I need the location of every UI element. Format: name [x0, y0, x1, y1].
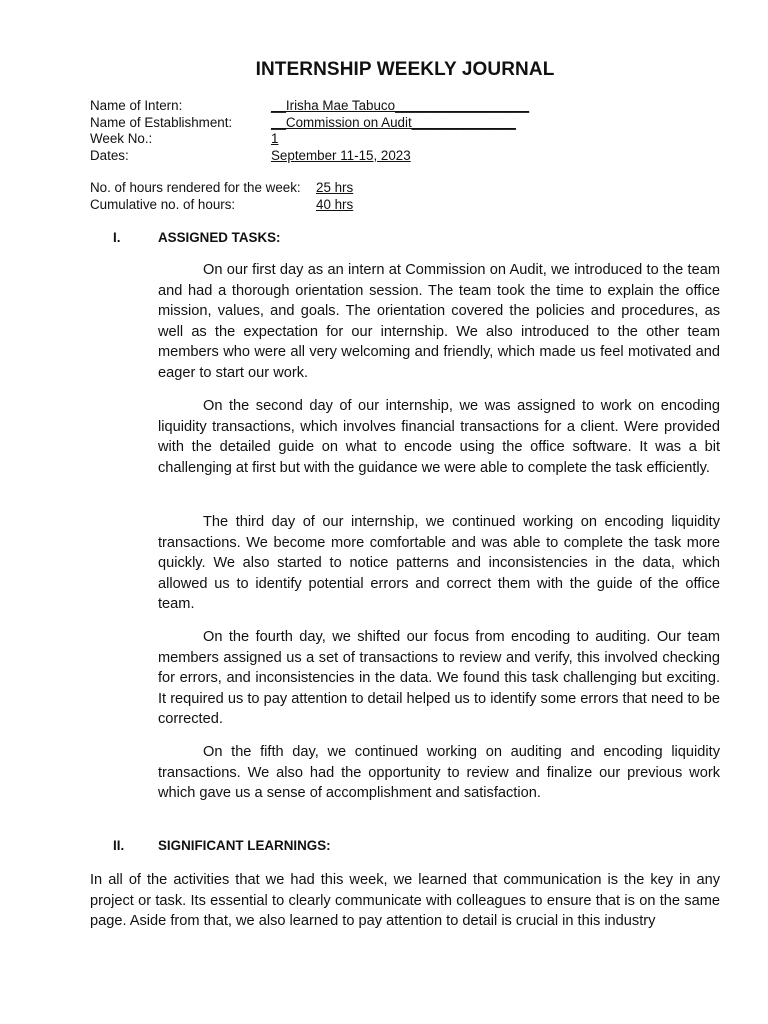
hours-row-week [90, 180, 353, 197]
section-title: SIGNIFICANT LEARNINGS: [158, 838, 331, 853]
task-paragraph-day-4: On the fourth day, we shifted our focus from encoding to auditing. Our team members assigned us a set of transactions to review and verify, this involved checking for errors, and inconsistencies in the data. We found this task challenging but exciting. It required us to pay attention to detail helped us to identify some errors that need to be corrected. [158, 629, 720, 728]
hours-row-cumulative [90, 197, 353, 214]
info-row-intern-name [90, 98, 547, 115]
hours-label: Cumulative no. of hours: [90, 196, 236, 212]
task-paragraph-day-3: The third day of our internship, we continued working on encoding liquidity transactions. We become more comfortable and was able to complete the task more quickly. We also started to notice patterns and inconsistencies in the data, which allowed us to identify potential errors and correct them with the guide of the office team. [158, 514, 720, 613]
task-paragraph-day-5: On the fifth day, we continued working on auditing and encoding liquidity transactions. We also had the opportunity to review and finalize our previous work which gave us a sense of accomplishment and satisfaction. [158, 744, 720, 802]
task-paragraph-day-2: On the second day of our internship, we was assigned to work on encoding liquidity transactions, which involves financial transactions for a client. Were provided with the detailed guide on what to encode using the office software. It was a bit challenging at first but with the guidance we were able to complete the task efficiently. [158, 398, 720, 476]
info-row-week-no [90, 131, 547, 148]
hours-info-block [90, 180, 353, 213]
info-label: Dates: [90, 147, 129, 163]
info-label: Name of Establishment: [90, 114, 233, 130]
info-value: 1 [271, 131, 279, 146]
page-title: INTERNSHIP WEEKLY JOURNAL [255, 59, 555, 80]
section-number: II. [113, 838, 125, 853]
info-value: September 11-15, 2023 [271, 147, 411, 163]
info-value: __Commission on Audit______________ [271, 114, 516, 130]
info-value: __Irisha Mae Tabuco__________________ [271, 98, 530, 113]
task-paragraph-day-1: On our first day as an intern at Commission on Audit, we introduced to the team and had a thorough orientation session. The team took the time to explain the office mission, values, and goals. The orientation covered the policies and procedures, as well as the expectation for our internship. We also introduced to the other team members who were all very welcoming and friendly, which made us feel motivated and eager to start our work. [158, 262, 720, 381]
intern-info-block [90, 98, 547, 164]
hours-value: 25 hrs [316, 180, 354, 195]
info-label: Week No.: [90, 131, 153, 146]
hours-value: 40 hrs [316, 196, 354, 212]
section-number: I. [113, 230, 121, 245]
info-row-establishment [90, 115, 547, 132]
info-label: Name of Intern: [90, 98, 183, 113]
hours-label: No. of hours rendered for the week: [90, 180, 301, 195]
info-row-dates [90, 148, 547, 165]
section-title: ASSIGNED TASKS: [158, 230, 281, 245]
learnings-paragraph: In all of the activities that we had this week, we learned that communication is the key in any project or task. Its essential to clearly communicate with colleagues to ensure that is on the same page. Aside from that, we also learned to pay attention to detail is crucial in this industry [90, 872, 720, 930]
